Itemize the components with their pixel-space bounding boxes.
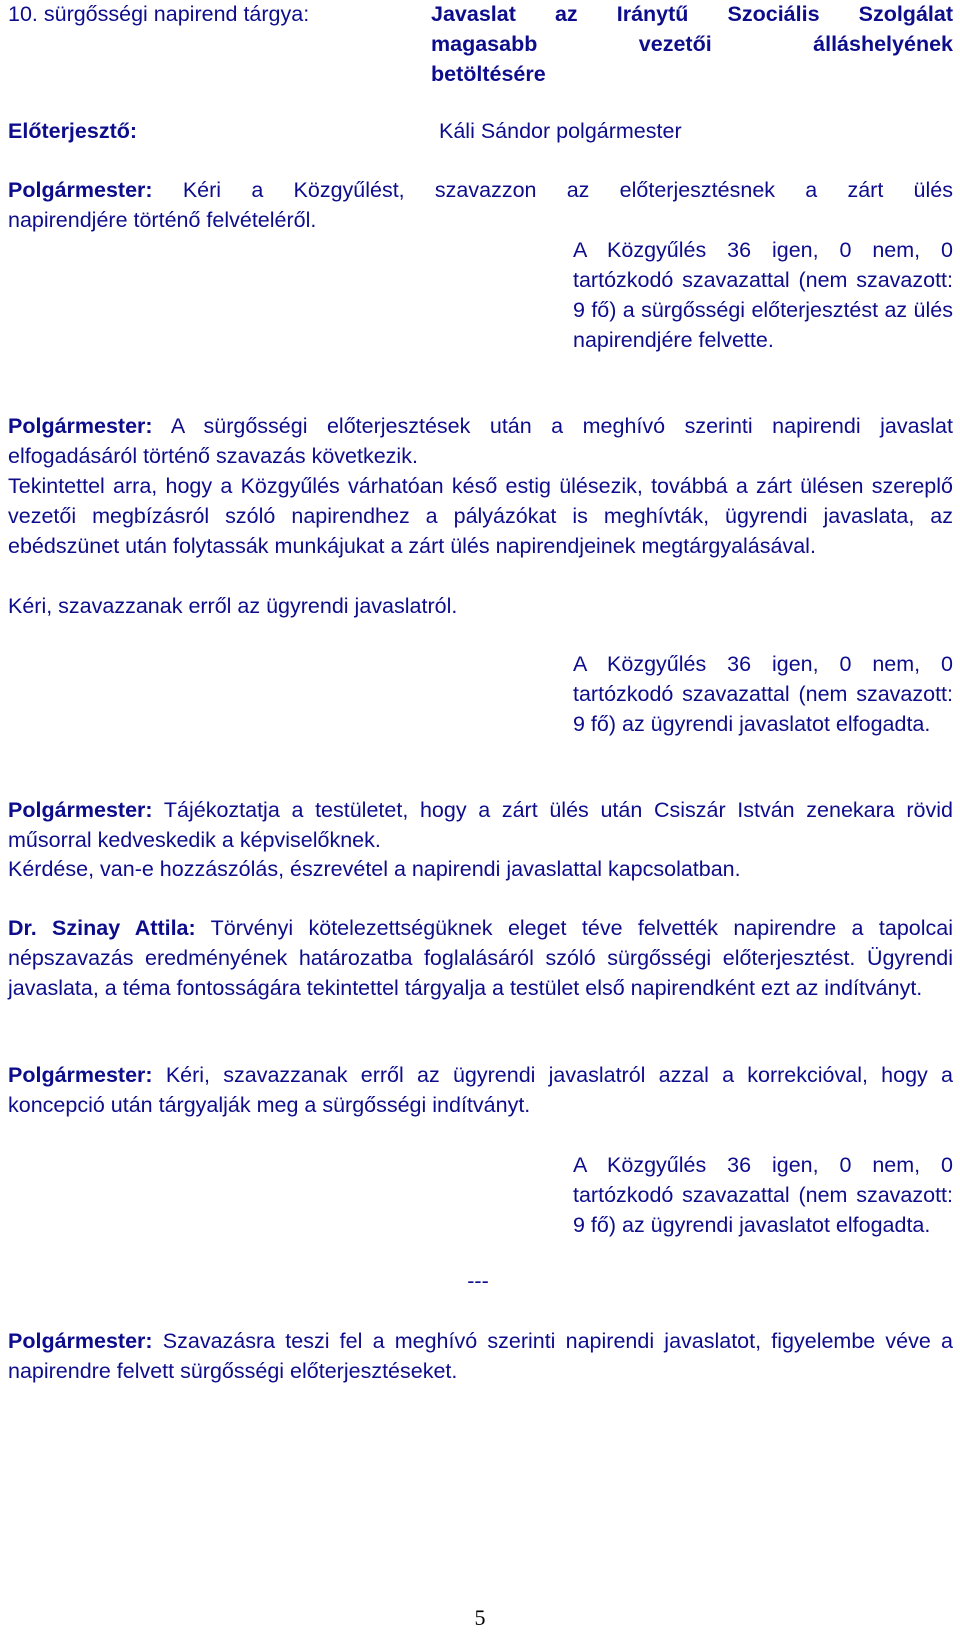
speaker-label: Polgármester: [8,798,153,822]
paragraph-text: A sürgősségi előterjesztések után a meghívó szerinti napirendi javaslat elfogadásáról történő szavazás következik. [8,414,953,468]
paragraph-6 [8,1326,953,1386]
paragraph-text: Tájékoztatja a testületet, hogy a zárt ülés után Csiszár István zenekara rövid műsorral kedveskedik a képviselőknek. [8,798,953,852]
speaker-label: Polgármester: [8,1329,153,1353]
vote-result-2: A Közgyűlés 36 igen, 0 nem, 0 tartózkodó szavazattal (nem szavazott: 9 fő) az ügyrendi javaslatot elfogadta. [573,652,953,736]
item-title [431,0,953,89]
paragraph-1 [8,175,953,235]
item-title-line2: magasabb vezetői álláshelyének [431,32,953,56]
speaker-label: Polgármester: [8,178,153,202]
paragraph-2c: Kéri, szavazzanak erről az ügyrendi javaslatról. [8,594,458,618]
paragraph-4 [8,913,953,1003]
paragraph-text: Szavazásra teszi fel a meghívó szerinti napirendi javaslatot, figyelembe véve a napirendre felvett sürgősségi előterjesztéseket. [8,1329,953,1383]
paragraph-3 [8,795,953,855]
separator: --- [467,1269,489,1293]
speaker-label: Polgármester: [8,414,153,438]
speaker-label: Polgármester: [8,1063,153,1087]
paragraph-2 [8,411,953,471]
item-title-line1: Javaslat az Iránytű Szociális Szolgálat [431,2,953,26]
paragraph-2b: Tekintettel arra, hogy a Közgyűlés várhatóan késő estig ülésezik, továbbá a zárt ülésen szereplő vezetői megbízásról szóló napirendhez a pályázókat is meghívták, ügyrendi javaslata, az ebédszünet után folytassák munkájukat a zárt ülés napirendjeinek megtárgyalásával. [8,474,953,558]
paragraph-5 [8,1060,953,1120]
paragraph-text: Kéri, szavazzanak erről az ügyrendi javaslatról azzal a korrekcióval, hogy a koncepció után tárgyalják meg a sürgősségi indítványt. [8,1063,953,1117]
paragraph-text: napirendjére történő felvételéről. [8,208,317,232]
presenter-label: Előterjesztő: [8,119,138,143]
speaker-label: Dr. Szinay Attila: [8,916,196,940]
item-label: 10. sürgősségi napirend tárgya: [8,2,310,26]
item-title-line3: betöltésére [431,62,546,86]
page-number: 5 [474,1605,486,1630]
presenter-name: Káli Sándor polgármester [439,119,682,143]
paragraph-text: Törvényi kötelezettségüknek eleget téve felvették napirendre a tapolcai népszavazás eredményének határozatba foglalásáról szóló sürgősségi előterjesztést. Ügyrendi javaslata, a téma fontosságára tekintettel tárgyalja a testület első napirendként ezt az indítványt. [8,916,953,1000]
paragraph-3b: Kérdése, van-e hozzászólás, észrevétel a napirendi javaslattal kapcsolatban. [8,857,741,881]
vote-result-1: A Közgyűlés 36 igen, 0 nem, 0 tartózkodó szavazattal (nem szavazott: 9 fő) a sürgősségi előterjesztést az ülés napirendjére felvette. [573,238,953,352]
vote-result-3: A Közgyűlés 36 igen, 0 nem, 0 tartózkodó szavazattal (nem szavazott: 9 fő) az ügyrendi javaslatot elfogadta. [573,1153,953,1237]
paragraph-text: Kéri a Közgyűlést, szavazzon az előterjesztésnek a zárt ülés [182,178,953,202]
